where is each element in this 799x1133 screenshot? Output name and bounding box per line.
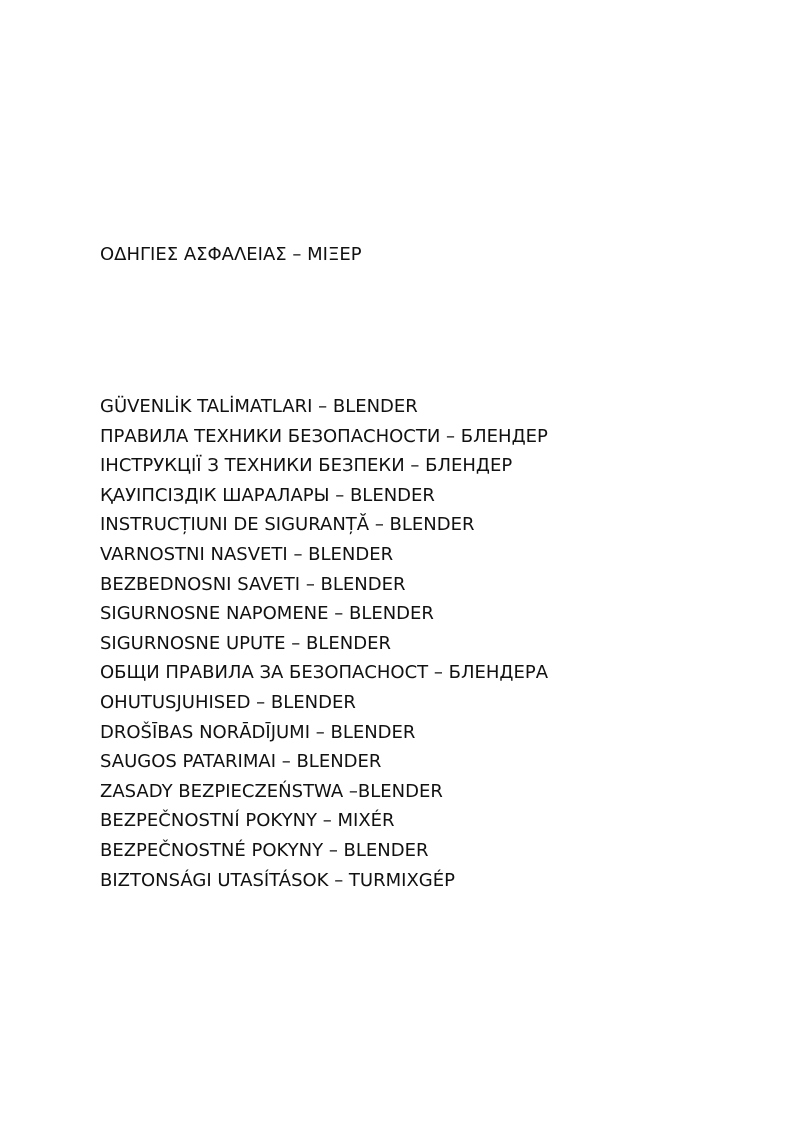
title-hungarian: BIZTONSÁGI UTASÍTÁSOK – TURMIXGÉP bbox=[100, 869, 455, 891]
title-estonian: OHUTUSJUHISED – BLENDER bbox=[100, 691, 356, 713]
title-russian: ПРАВИЛА ТЕХНИКИ БЕЗОПАСНОСТИ – БЛЕНДЕР bbox=[100, 425, 548, 447]
greek-title: ΟΔΗΓΙΕΣ ΑΣΦΑΛΕΙΑΣ – ΜΙΞΕΡ bbox=[100, 244, 362, 265]
title-latvian: DROŠĪBAS NORĀDĪJUMI – BLENDER bbox=[100, 721, 416, 743]
title-kazakh: ҚАУІПСІЗДІК ШАРАЛАРЫ – BLENDER bbox=[100, 484, 435, 506]
title-turkish: GÜVENLİK TALİMATLARI – BLENDER bbox=[100, 396, 418, 417]
title-slovak: BEZPEČNOSTNÉ POKYNY – BLENDER bbox=[100, 839, 429, 861]
title-list bbox=[100, 392, 548, 895]
title-lithuanian: SAUGOS PATARIMAI – BLENDER bbox=[100, 751, 382, 773]
title-czech: BEZPEČNOSTNÍ POKYNY – MIXÉR bbox=[100, 810, 395, 832]
title-slovenian: VARNOSTNI NASVETI – BLENDER bbox=[100, 543, 394, 565]
title-polish: ZASADY BEZPIECZEŃSTWA –BLENDER bbox=[100, 780, 443, 802]
title-ukrainian: ІНСТРУКЦІЇ З ТЕХНИКИ БЕЗПЕКИ – БЛЕНДЕР bbox=[100, 455, 513, 477]
title-bosnian: SIGURNOSNE UPUTE – BLENDER bbox=[100, 632, 391, 654]
title-serbian: BEZBEDNOSNI SAVETI – BLENDER bbox=[100, 573, 406, 595]
title-romanian: INSTRUCȚIUNI DE SIGURANȚĂ – BLENDER bbox=[100, 514, 475, 536]
title-bulgarian: ОБЩИ ПРАВИЛА ЗА БЕЗОПАСНОСТ – БЛЕНДЕРА bbox=[100, 662, 549, 684]
title-croatian: SIGURNOSNE NAPOMENE – BLENDER bbox=[100, 603, 434, 625]
